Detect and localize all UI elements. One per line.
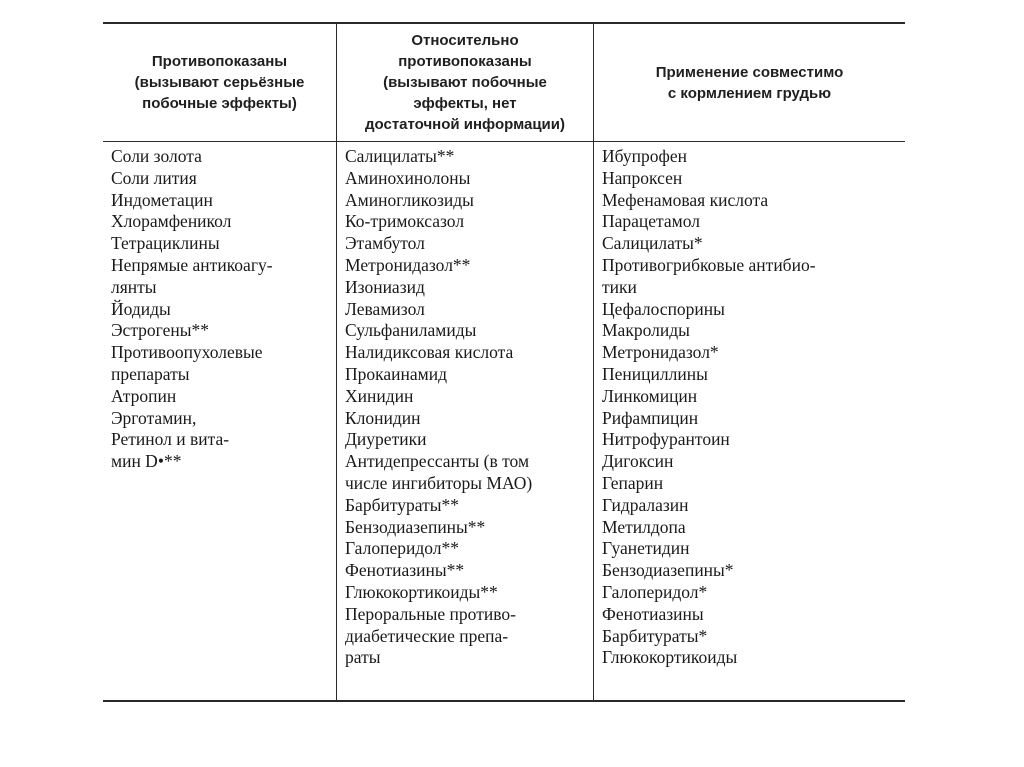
list-item: Макролиды (602, 320, 690, 341)
list-item: Барбитураты** (345, 494, 459, 515)
list-item: Антидепрессанты (в том (345, 451, 530, 472)
list-item: Метронидазол* (602, 342, 719, 363)
list-item: Глюкокортикоиды** (345, 581, 498, 602)
list-item: тики (602, 276, 637, 297)
list-item: Противогрибковые антибио- (602, 254, 816, 275)
list-item: Барбитураты* (602, 625, 708, 646)
list-item: Прокаинамид (345, 363, 447, 384)
list-item: Ретинол и вита- (111, 429, 230, 450)
list-item: Гуанетидин (602, 538, 690, 559)
list-item: Аминохинолоны (345, 167, 471, 188)
list-item: раты (345, 647, 381, 668)
list-item: Клонидин (345, 407, 421, 428)
list-item: Налидиксовая кислота (345, 342, 514, 363)
column-contraindicated (111, 146, 273, 473)
list-item: Левамизол (345, 298, 425, 319)
list-item: Пенициллины (602, 363, 708, 384)
list-item: Непрямые антикоагу- (111, 254, 273, 275)
list-item: лянты (111, 276, 157, 297)
list-item: Соли лития (111, 167, 197, 188)
list-item: Хлорамфеникол (111, 211, 232, 232)
header-compatible-with-breastfeeding: Применение совместимо с кормлением грудью (655, 63, 844, 102)
list-item: Мефенамовая кислота (602, 189, 769, 210)
list-item: Глюкокортикоиды (602, 647, 738, 668)
list-item: Парацетамол (602, 211, 701, 232)
list-item: Пероральные противо- (345, 603, 516, 624)
list-item: Гепарин (602, 472, 664, 493)
list-item: Метронидазол** (345, 254, 471, 275)
list-item: Эрготамин, (111, 407, 197, 428)
table-header-rule (103, 141, 905, 142)
list-item: Фенотиазины (602, 603, 704, 624)
list-item: Напроксен (602, 167, 683, 188)
list-item: Сульфаниламиды (345, 320, 477, 341)
list-item: Дигоксин (602, 451, 674, 472)
list-item: Линкомицин (602, 385, 698, 406)
list-item: Йодиды (111, 298, 171, 319)
list-item: Метилдопа (602, 516, 686, 537)
list-item: Рифампицин (602, 407, 699, 428)
list-item: Бензодиазепины* (602, 560, 734, 581)
list-item: Ко-тримоксазол (345, 211, 465, 232)
list-item: мин D•** (111, 451, 182, 472)
header-relatively-contraindicated: Относительно противопоказаны (вызывают побочные эффекты, нет достаточной информации) (364, 32, 565, 133)
list-item: Салицилаты* (602, 233, 703, 254)
list-item: диабетические препа- (345, 625, 509, 646)
list-item: Аминогликозиды (345, 189, 474, 210)
list-item: Этамбутол (345, 233, 425, 254)
list-item: Галоперидол** (345, 538, 459, 559)
list-item: Диуретики (345, 429, 427, 450)
list-item: Тетрациклины (111, 233, 220, 254)
list-item: Индометацин (111, 189, 213, 210)
list-item: Фенотиазины** (345, 560, 465, 581)
list-item: Атропин (111, 385, 177, 406)
list-item: Эстрогены** (111, 320, 210, 341)
column-relatively-contraindicated (345, 146, 532, 669)
table-bottom-rule (103, 700, 905, 702)
list-item: Изониазид (345, 276, 425, 297)
list-item: Хинидин (345, 385, 414, 406)
list-item: Гидралазин (602, 494, 689, 515)
list-item: Ибупрофен (602, 146, 687, 166)
list-item: Галоперидол* (602, 581, 708, 602)
list-item: числе ингибиторы МАО) (345, 472, 533, 493)
list-item: препараты (111, 363, 190, 384)
list-item: Цефалоспорины (602, 298, 725, 319)
list-item: Салицилаты** (345, 146, 455, 166)
header-contraindicated: Противопоказаны (вызывают серьёзные побочные эффекты) (134, 53, 305, 112)
column-compatible (602, 146, 816, 669)
list-item: Противоопухолевые (111, 342, 263, 363)
list-item: Нитрофурантоин (602, 429, 730, 450)
list-item: Бензодиазепины** (345, 516, 486, 537)
list-item: Соли золота (111, 146, 202, 166)
